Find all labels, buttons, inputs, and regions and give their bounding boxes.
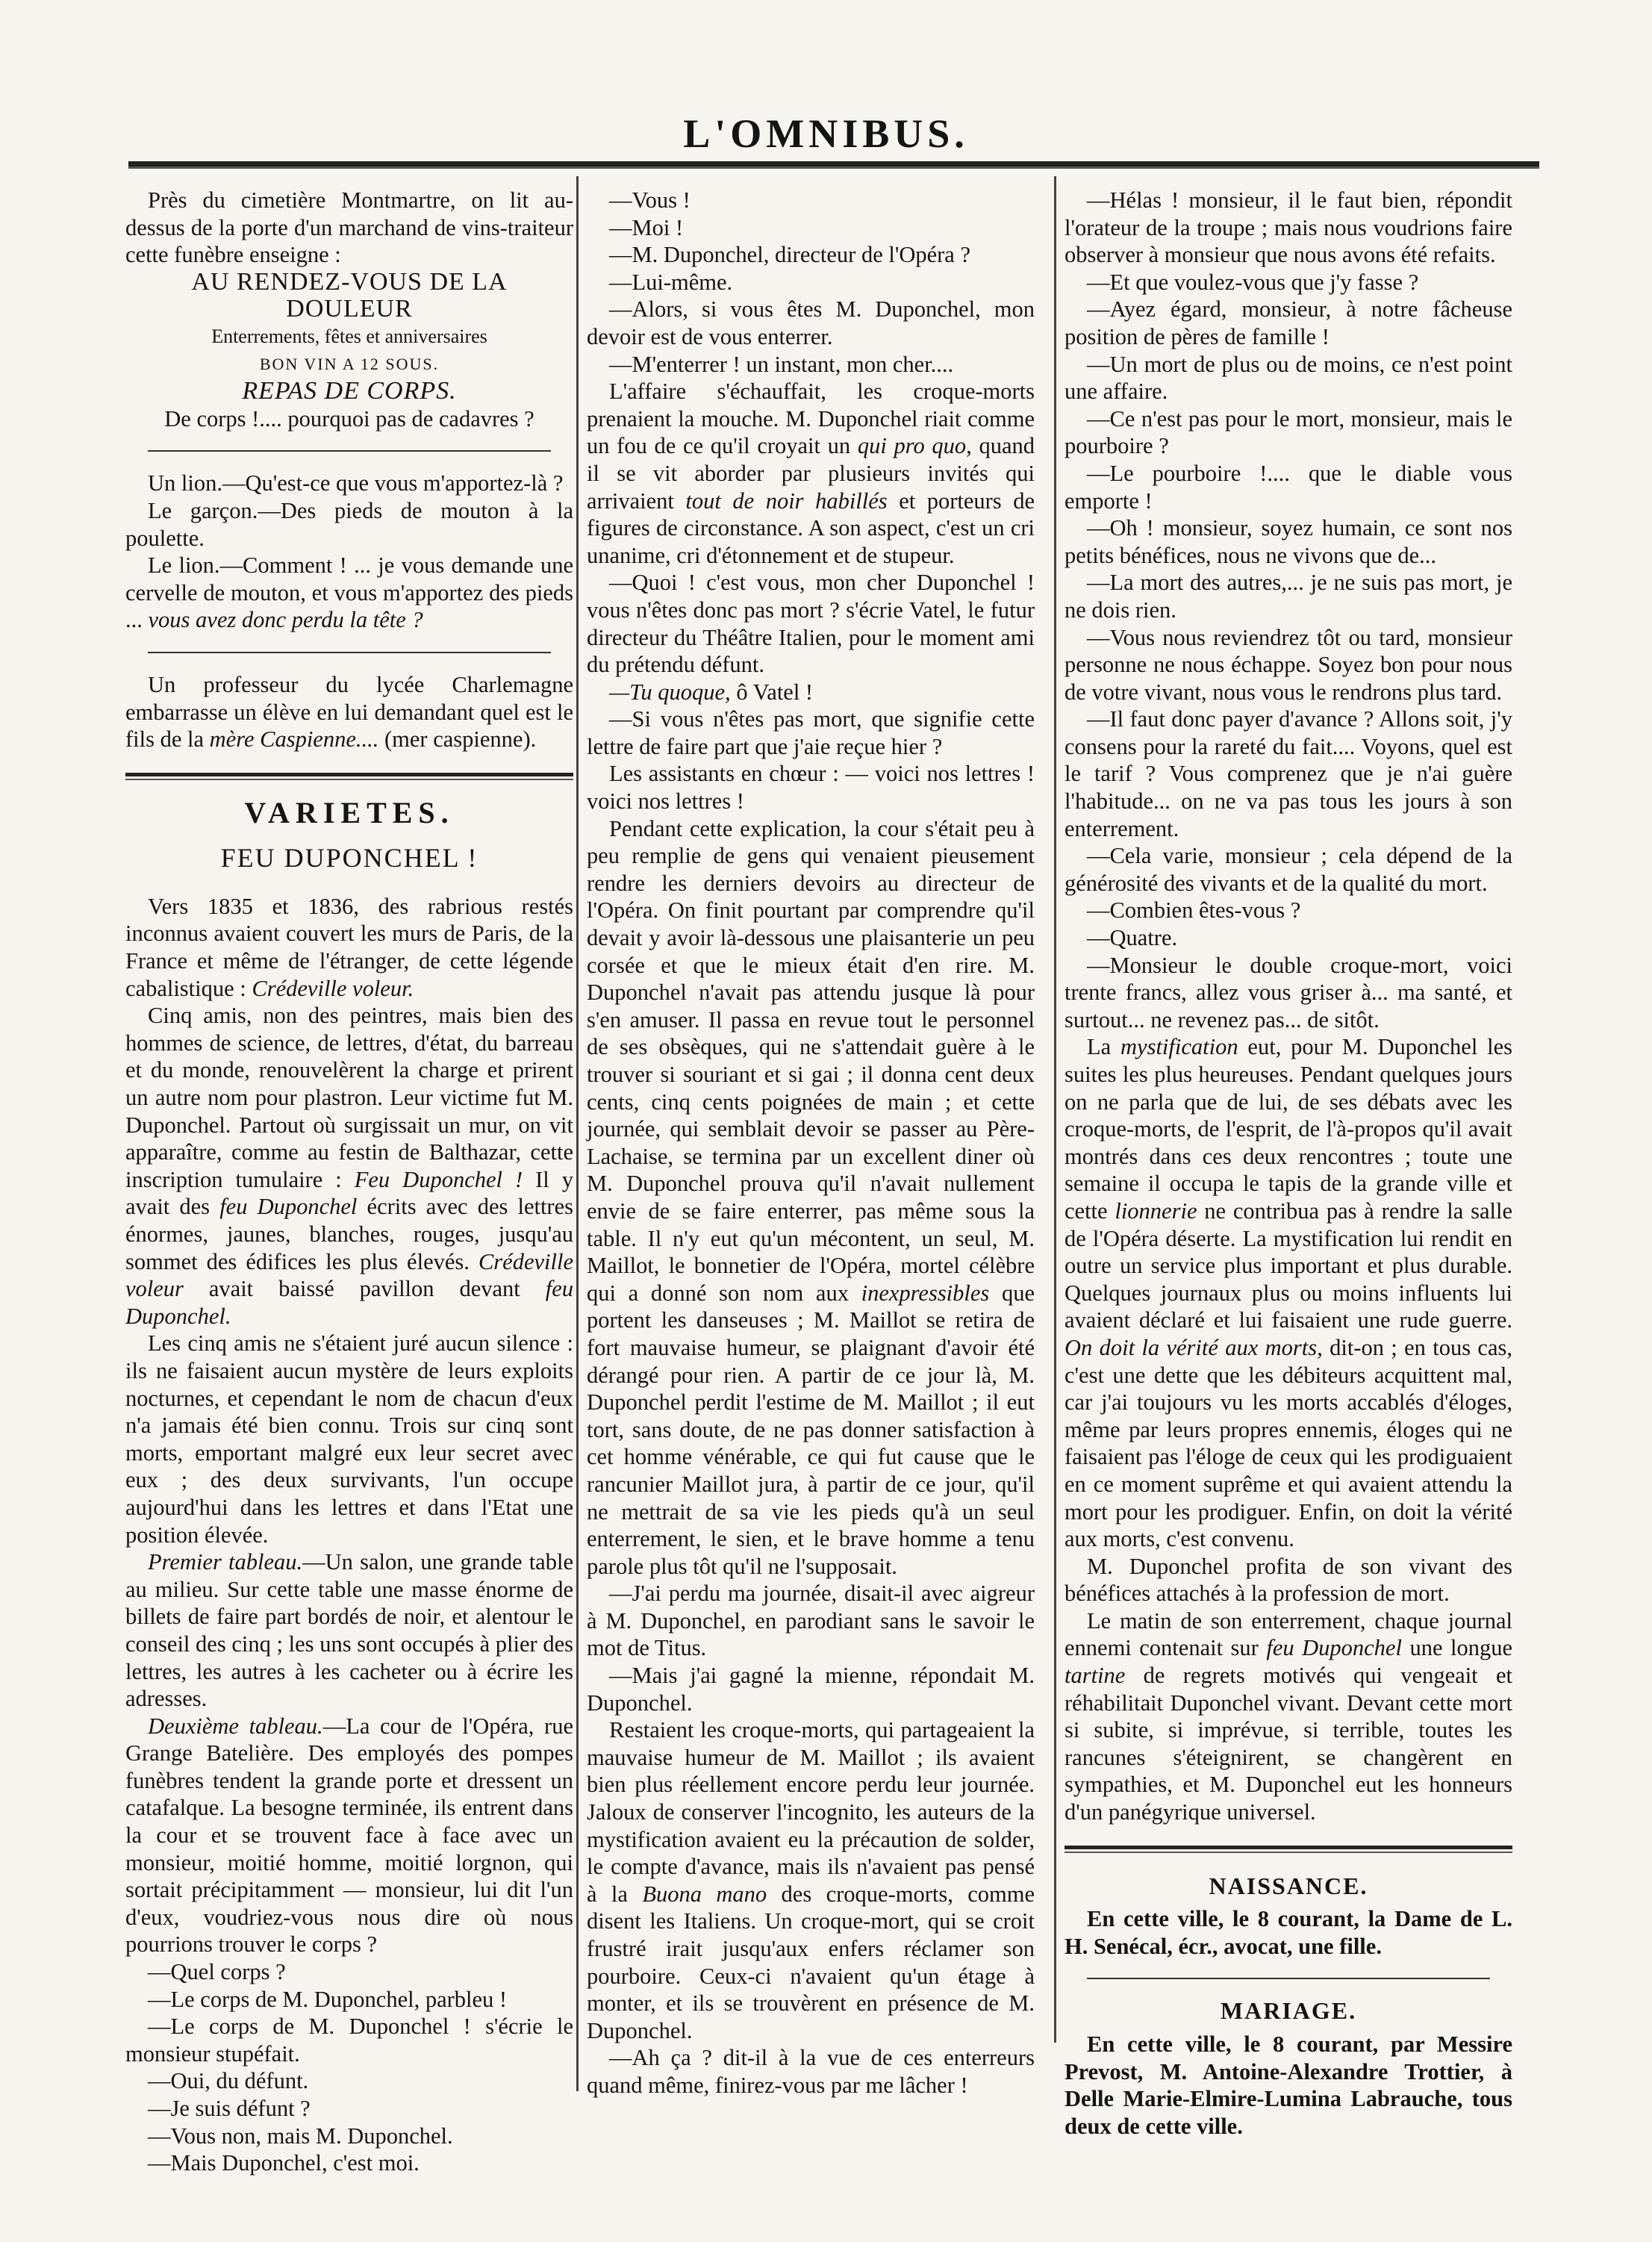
- text-run: Cinq amis, non des peintres, mais bien des hommes de science, de lettres, d'état, du barreau et du monde, renouvelèrent la charge et prirent un autre nom pour plastron. Leur victime fut M. Duponchel. Partout où surgissait un mur, on vit apparaître, comme au festin de Balthazar, cette inscription tumulaire :: [125, 1003, 573, 1192]
- paragraph: [1065, 1607, 1512, 1826]
- text-run: —Un salon, une grande table au milieu. Sur cette table une masse énorme de billets de faire part bordés de noir, et alentour le conseil des cinq ; les uns sont occupés à plier des lettres, les autres à les cacheter ou à écrire les adresses.: [125, 1549, 573, 1712]
- italic-run: Crédeville voleur.: [252, 975, 414, 1001]
- text-run: L'affaire s'échauffait, les croque-morts prenaient la mouche. M. Duponchel riait comme un fou de ce qu'il croyait un: [587, 379, 1035, 459]
- dialogue-line: —Mais Duponchel, c'est moi.: [148, 2150, 420, 2176]
- birth-notice: En cette ville, le 8 courant, la Dame de L. H. Senécal, écr., avocat, une fille.: [1065, 1906, 1512, 1959]
- separator: [148, 450, 551, 452]
- marriage-heading: MARIAGE.: [1220, 1997, 1357, 2025]
- text-run: quand il se vit aborder par plusieurs invités qui arrivaient: [587, 433, 1035, 514]
- dialogue-line: —Quel corps ?: [148, 1959, 286, 1985]
- dialogue-line: —Je suis défunt ?: [148, 2096, 311, 2121]
- sign-line: De corps !.... pourquoi pas de cadavres ?: [164, 405, 534, 432]
- dialogue-line: —Vous nous reviendrez tôt ou tard, monsieur personne ne nous échappe. Soyez bon pour nous de votre vivant, nous vous le rendrons plus tard.: [1065, 624, 1512, 705]
- dialogue-line: —Moi !: [609, 214, 684, 240]
- text-run: écrits avec des lettres énormes, jaunes, blanches, rouges, jusqu'au sommet des édifices les plus élevés.: [125, 1194, 573, 1274]
- paragraph: [587, 679, 1035, 706]
- italic-run: Crédeville voleur: [125, 1248, 573, 1302]
- text-run: et porteurs de figures de circonstance. A son aspect, c'est un cri unanime, cri d'étonnement et de stupeur.: [587, 488, 1035, 568]
- paragraph: [125, 893, 573, 1002]
- text-run: Le lion.—Comment ! ... je vous demande une cervelle de mouton, et vous m'apportez des pieds ...: [125, 552, 573, 633]
- paragraph: [1065, 1033, 1512, 1552]
- paragraph: Près du cimetière Montmartre, on lit au-dessus de la porte d'un marchand de vins-traiteur cette funèbre enseigne :: [125, 187, 573, 268]
- italic-run: vous avez donc perdu la tête ?: [148, 607, 423, 633]
- text-run: (mer caspienne).: [378, 726, 537, 753]
- paragraph: [587, 378, 1035, 569]
- paragraph: Les assistants en chœur : — voici nos lettres ! voici nos lettres !: [587, 761, 1035, 815]
- italic-run: feu Duponchel.: [125, 1276, 573, 1329]
- dialogue-line: —Hélas ! monsieur, il le faut bien, répondit l'orateur de la troupe ; mais nous voudrions faire observer à monsieur que nous avons été refaits.: [1065, 187, 1512, 268]
- italic-run: feu Duponchel: [219, 1194, 358, 1220]
- paragraph: —Si vous n'êtes pas mort, que signifie cette lettre de faire part que j'aie reçue hier ?: [587, 706, 1035, 759]
- column-divider: [576, 176, 579, 2091]
- dialogue-line: —Et que voulez-vous que j'y fasse ?: [1087, 269, 1419, 295]
- dialogue-line: —M'enterrer ! un instant, mon cher....: [609, 351, 954, 377]
- paragraph: [587, 815, 1035, 1581]
- dialogue-line: —Le corps de M. Duponchel ! s'écrie le monsieur stupéfait.: [125, 2014, 573, 2067]
- dialogue-line: —Vous !: [609, 187, 691, 213]
- paragraph: [125, 1548, 573, 1713]
- sign-line: BON VIN A 12 SOUS.: [259, 354, 440, 373]
- birth-heading: NAISSANCE.: [1209, 1872, 1368, 1899]
- sign-line: AU RENDEZ-VOUS DE LA DOULEUR: [191, 267, 508, 323]
- separator: [1087, 1978, 1490, 1979]
- text-run: —La cour de l'Opéra, rue Grange Batelière. Des employés des pompes funèbres tendent la grande porte et dressent un catafalque. La besogne terminée, ils entrent dans la cour et se trouvent face à face avec un monsieur, moitié homme, moitié lorgnon, qui sortait précipitamment — monsieur, lui dit l'un d'eux, voudriez-vous nous dire où nous pourrions trouver le corps ?: [125, 1713, 573, 1958]
- dialogue-line: —Lui-même.: [609, 269, 733, 295]
- text-run: dit-on ; en tous cas, c'est une dette que les débiteurs acquittent mal, car j'ai toujours vu les morts accablés d'éloges, même par leurs propres ennemis, éloges qui ne faisaient pas l'éloge de ceux qui les prodiguaient en ce moment suprême et qui avaient attendu la mort pour les prodiguer. Enfin, on doit la vérité aux morts, c'est convenu.: [1065, 1334, 1512, 1552]
- text-run: que portent les danseuses ; M. Maillot se retira de fort mauvaise humeur, se plaignant d'avoir été dérangé pour rien. A partir de ce jour là, M. Duponchel perdit l'estime de M. Maillot ; il eut tort, sans doute, de ne pas donner satisfaction à cet homme vénérable, ce qui fut cause que le rancunier Maillot jura, à partir de ce jour, qu'il ne mettrait de sa vie les pieds qu'à un seul enterrement, le sien, et le brave homme a tenu parole plus tôt qu'il ne l'supposait.: [587, 1280, 1035, 1579]
- paragraph: —Mais j'ai gagné la mienne, répondait M. Duponchel.: [587, 1663, 1035, 1716]
- dialogue-line: —Ce n'est pas pour le mort, monsieur, mais le pourboire ?: [1065, 405, 1512, 459]
- text-run: eut, pour M. Duponchel les suites les plus heureuses. Pendant quelques jours on ne parla que de lui, de ses débats avec les croque-morts, de l'esprit, de l'à-propos qu'il avait montrés dans ces deux rencontres ; toute une semaine il occupa le tapis de la grande ville et cette: [1065, 1034, 1513, 1224]
- dialogue-line: —Vous non, mais M. Duponchel.: [148, 2123, 453, 2149]
- italic-run: tartine: [1065, 1663, 1126, 1689]
- text-run: Un professeur du lycée Charlemagne embarrasse un élève en lui demandant quel est le fils de la: [125, 671, 573, 753]
- dialogue-line: —Cela varie, monsieur ; cela dépend de la générosité des vivants et de la qualité du mort.: [1065, 843, 1512, 896]
- paragraph: [125, 671, 573, 753]
- section-rule: [125, 773, 573, 780]
- text-run: Restaient les croque-morts, qui partageaient la mauvaise humeur de M. Maillot ; ils avaient bien plus réellement encore perdu leur journée. Jaloux de conserver l'incognito, les auteurs de la mystification avaient eu la précaution de solder, le compte d'avance, mais ils n'avaient pas pensé à la: [587, 1717, 1035, 1907]
- column-1: [125, 187, 573, 2177]
- separator: [148, 652, 551, 653]
- italic-run: inexpressibles: [861, 1280, 990, 1306]
- dialogue-line: —Monsieur le double croque-mort, voici trente francs, allez vous griser à... ma santé, et surtout... ne revenez pas... de sitôt.: [1065, 952, 1512, 1033]
- text-run: des croque-morts, comme disent les Italiens. Un croque-mort, qui se croit frustré irait jusqu'aux enfers réclamer son pourboire. Ceux-ci n'avaient qu'un étage à monter, et ils se trouvèrent en présence de M. Duponchel.: [587, 1881, 1035, 2043]
- marriage-notice: En cette ville, le 8 courant, par Messire Prevost, M. Antoine-Alexandre Trottier, à Delle Marie-Elmire-Lumina Labrauche, tous deux de cette ville.: [1065, 2031, 1512, 2139]
- dialogue-line: —M. Duponchel, directeur de l'Opéra ?: [609, 242, 970, 268]
- paragraph: —J'ai perdu ma journée, disait-il avec aigreur à M. Duponchel, en parodiant sans le savoir le mot de Titus.: [587, 1581, 1035, 1661]
- dialogue-line: —Quatre.: [1087, 925, 1178, 951]
- masthead-title: L'OMNIBUS.: [683, 111, 969, 156]
- paragraph: [125, 552, 573, 634]
- italic-run: Buona mano: [642, 1881, 767, 1907]
- sign-line: Enterrements, fêtes et anniversaires: [211, 325, 487, 347]
- dialogue-line: —Oh ! monsieur, soyez humain, ce sont nos petits bénéfices, nous ne vivons que de...: [1065, 515, 1512, 568]
- text-run: ne contribua pas à rendre la salle de l'Opéra déserte. La mystification lui rendit en outre un service plus important et plus durable. Quelques journaux plus ou moins influents lui avaient déclaré et lui faisaient une rude guerre.: [1065, 1198, 1513, 1333]
- text-run: La: [1087, 1034, 1121, 1060]
- paragraph: [587, 1716, 1035, 2044]
- text-run: Vers 1835 et 1836, des rabrious restés inconnus avaient couvert les murs de Paris, de la France et même de l'étranger, de cette légende cabalistique :: [125, 893, 573, 1001]
- italic-run: On doit la vérité aux morts,: [1065, 1334, 1323, 1360]
- text-run: Pendant cette explication, la cour s'était peu à peu remplie de gens qui venaient pieusement rendre les derniers devoirs au directeur de l'Opéra. On finit pourtant par comprendre qu'il devait y avoir là-dessous une plaisanterie un peu corsée et que le mieux était d'en rire. M. Duponchel n'avait pas attendu jusque là pour s'en amuser. Il passa en revue tout le personnel de ses obsèques, qui ne s'attendait guère à le trouver si souriant et si gai ; il donna cent deux cents, cinq cents poignées de main ; et cette journée, qui semblait devoir se passer au Père-Lachaise, se termina par un excellent diner où M. Duponchel prouva qu'il n'avait nullement envie de se faire enterrer, pas même sous la table. Il n'y eut qu'un mécontent, un seul, M. Maillot, le bonnetier de l'Opéra, mortel célèbre qui a donné son nom aux: [587, 815, 1035, 1306]
- dialogue-line: —Le pourboire !.... que le diable vous emporte !: [1065, 460, 1512, 514]
- text-run: une longue: [1401, 1635, 1512, 1661]
- dialogue-line: —La mort des autres,... je ne suis pas mort, je ne dois rien.: [1065, 570, 1512, 623]
- paragraph: —Ah ça ? dit-il à la vue de ces enterreurs quand même, finirez-vous par me lâcher !: [587, 2045, 1035, 2098]
- dialogue-line: —Alors, si vous êtes M. Duponchel, mon devoir est de vous enterrer.: [587, 296, 1035, 349]
- section-rule: [1065, 1846, 1512, 1853]
- masthead-rule: [128, 161, 1539, 169]
- italic-run: feu Duponchel: [1266, 1635, 1402, 1661]
- italic-run: tout de noir habillés: [685, 488, 888, 514]
- text-run: Le matin de son enterrement, chaque journal ennemi contenait sur: [1065, 1607, 1512, 1661]
- italic-run: Deuxième tableau.: [148, 1713, 323, 1739]
- paragraph: Un lion.—Qu'est-ce que vous m'apportez-là ?: [148, 470, 564, 496]
- section-title: VARIETES.: [244, 795, 455, 829]
- sign-line: REPAS DE CORPS.: [242, 377, 457, 405]
- italic-run: —Tu quoque,: [609, 679, 731, 705]
- dialogue-line: —Un mort de plus ou de moins, ce n'est point une affaire.: [1065, 351, 1512, 405]
- dialogue-line: —Il faut donc payer d'avance ? Allons soit, j'y consens pour la rareté du fait.... Voyons, quel est le tarif ? Vous comprenez que je n'ai guère l'habitude... on ne va pas tous les jours à son enterrement.: [1065, 706, 1512, 841]
- text-run: Il y avait des: [125, 1166, 573, 1220]
- text-run: ô Vatel !: [730, 679, 814, 705]
- column-3: [1065, 187, 1512, 2140]
- italic-run: mystification: [1120, 1034, 1238, 1060]
- dialogue-line: —Ayez égard, monsieur, à notre fâcheuse position de pères de famille !: [1065, 296, 1512, 349]
- italic-run: Premier tableau.: [148, 1549, 303, 1575]
- paragraph: Les cinq amis ne s'étaient juré aucun silence : ils ne faisaient aucun mystère de leurs exploits nocturnes, et cependant le nom de chacun d'eux n'a jamais été bien connu. Trois sur cinq sont morts, emportant malgré eux leur secret avec eux ; des deux survivants, l'un occupe aujourd'hui dans les lettres et dans l'Etat une position élevée.: [125, 1330, 573, 1548]
- italic-run: Feu Duponchel !: [354, 1166, 523, 1192]
- paragraph: M. Duponchel profita de son vivant des bénéfices attachés à la profession de mort.: [1065, 1553, 1512, 1607]
- dialogue-line: —Oui, du défunt.: [148, 2068, 309, 2094]
- italic-run: qui pro quo,: [857, 433, 972, 459]
- dialogue-line: —Le corps de M. Duponchel, parbleu !: [148, 1986, 508, 2012]
- column-divider: [1054, 176, 1056, 2043]
- italic-run: lionnerie: [1115, 1198, 1197, 1224]
- text-run: avait baissé pavillon devant: [183, 1276, 546, 1302]
- text-run: de regrets motivés qui vengeait et réhabilitait Duponchel vivant. Devant cette mort si subite, si imprévue, si terrible, toutes les rancunes s'éteignirent, se changèrent en sympathies, et M. Duponchel eut les honneurs d'un panégyrique universel.: [1065, 1663, 1512, 1825]
- italic-run: mère Caspienne....: [209, 726, 379, 753]
- paragraph: —Quoi ! c'est vous, mon cher Duponchel ! vous n'êtes donc pas mort ? s'écrie Vatel, le futur directeur du Théâtre Italien, pour le moment ami du prétendu défunt.: [587, 570, 1035, 678]
- dialogue-line: —Combien êtes-vous ?: [1087, 897, 1301, 924]
- paragraph: [125, 1002, 573, 1330]
- column-2: [587, 187, 1035, 2099]
- story-title: FEU DUPONCHEL !: [220, 843, 479, 874]
- paragraph: [125, 1713, 573, 1958]
- paragraph: Le garçon.—Des pieds de mouton à la poulette.: [125, 497, 573, 551]
